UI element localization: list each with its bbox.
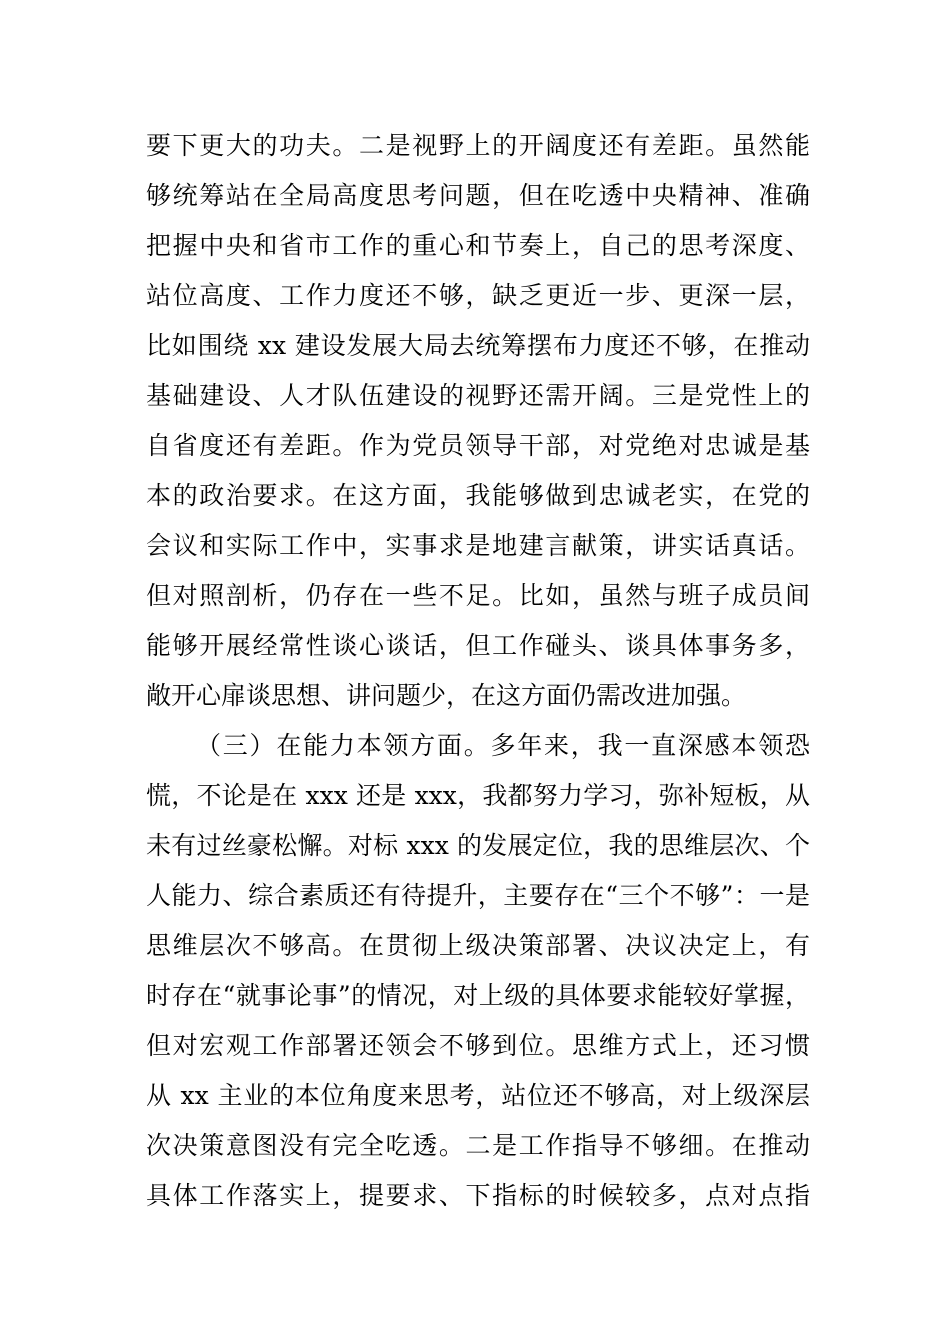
text-line: 基础建设、人才队伍建设的视野还需开阔。三是党性上的 [146,381,810,410]
section-heading-line: （三）在能力本领方面。多年来，我一直深感本领恐 [196,731,810,760]
text-line: 站位高度、工作力度还不够，缺乏更近一步、更深一层， [146,281,810,310]
text-line: 思维层次不够高。在贯彻上级决策部署、决议决定上，有 [146,931,810,960]
text-line: 本的政治要求。在这方面，我能够做到忠诚老实，在党的 [146,481,810,510]
text-line: 比如围绕 xx 建设发展大局去统筹摆布力度还不够，在推动 [146,331,810,360]
text-line: 但对照剖析，仍存在一些不足。比如，虽然与班子成员间 [146,581,810,610]
text-line: 自省度还有差距。作为党员领导干部，对党绝对忠诚是基 [146,431,810,460]
text-line: 能够开展经常性谈心谈话，但工作碰头、谈具体事务多， [146,631,810,660]
text-line: 具体工作落实上，提要求、下指标的时候较多，点对点指 [146,1181,810,1210]
text-line: 从 xx 主业的本位角度来思考，站位还不够高，对上级深层 [146,1081,810,1110]
text-line: 会议和实际工作中，实事求是地建言献策，讲实话真话。 [146,531,810,560]
text-line: 够统筹站在全局高度思考问题，但在吃透中央精神、准确 [146,181,810,210]
text-line: 把握中央和省市工作的重心和节奏上，自己的思考深度、 [146,231,810,260]
text-line: 敞开心扉谈思想、讲问题少，在这方面仍需改进加强。 [146,681,747,710]
text-line: 慌，不论是在 xxx 还是 xxx，我都努力学习，弥补短板，从 [146,781,810,810]
text-line: 未有过丝豪松懈。对标 xxx 的发展定位，我的思维层次、个 [146,831,810,860]
text-line: 要下更大的功夫。二是视野上的开阔度还有差距。虽然能 [146,131,810,160]
text-line: 但对宏观工作部署还领会不够到位。思维方式上，还习惯 [146,1031,810,1060]
text-line: 人能力、综合素质还有待提升，主要存在“三个不够”：一是 [146,881,810,910]
body-text [146,121,810,1221]
text-line: 次决策意图没有完全吃透。二是工作指导不够细。在推动 [146,1131,810,1160]
text-line: 时存在“就事论事”的情况，对上级的具体要求能较好掌握， [146,981,810,1010]
